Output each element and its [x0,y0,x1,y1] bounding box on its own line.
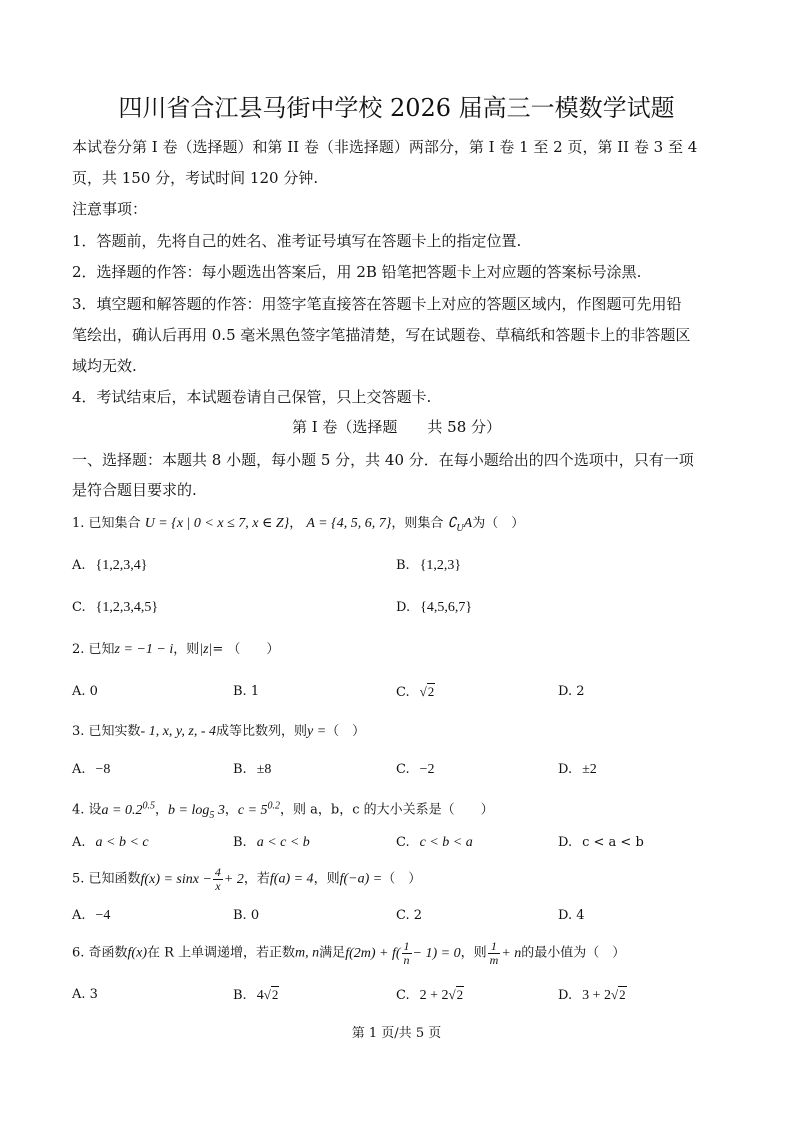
q1-prefix: 1. 已知集合 [72,516,141,531]
note-3-line-1: 3．填空题和解答题的作答：用签字笔直接答在答题卡上对应的答题区域内，作图题可先用铅 [72,295,682,313]
question-1 [72,514,524,539]
notes-heading: 注意事项： [72,200,148,218]
q1-suffix: 为（ ） [472,516,525,531]
q1-set-a: A = {4, 5, 6, 7} [306,516,392,531]
intro-line-2: 页，共 150 分，考试时间 120 分钟. [72,169,319,187]
q6-option-a: A. 3 [72,987,98,1002]
q6-option-d: D. 3 + 2√2 [558,987,626,1003]
q3-option-b: B. ±8 [233,762,272,777]
q5-option-d: D. 4 [558,908,585,923]
q2-option-d: D. 2 [558,684,585,699]
q6-equation: f(2m) + f( $\frac{1}{n}$ − 1) = 0 [345,939,461,967]
q1-option-c: C. {1,2,3,4,5} [72,600,159,615]
note-2: 2．选择题的作答：每小题选出答案后，用 2B 铅笔把答题卡上对应题的答案标号涂黑. [72,263,642,281]
q1-option-b: B. {1,2,3} [396,558,462,573]
q6-fx: f(x) [127,945,147,961]
intro-line-1: 本试卷分第 I 卷（选择题）和第 II 卷（非选择题）两部分，第 I 卷 1 至 2 页，第 II 卷 3 至 4 [72,138,698,156]
q2-z: z = −1 − i [114,642,174,657]
note-4: 4．考试结束后，本试题卷请自己保管，只上交答题卡. [72,388,432,406]
q3-option-d: D. ±2 [558,762,597,777]
question-5: 5. 已知函数f(x) = sinx − $\frac{4}{x}$ + 2，若f(a) = 4，则f(−a) =（ ） [72,865,422,893]
section-instructions-2: 是符合题目要求的. [72,481,197,499]
q5-f-neg-a: f(−a) = [339,871,383,887]
page-title: 四川省合江县马街中学校 2026 届高三一模数学试题 [118,94,675,122]
q1-option-d: D. {4,5,6,7} [396,600,473,615]
note-3-line-3: 域均无效. [72,357,137,375]
q1-set-u: U = {x | 0 < x ≤ 7, x ∈ Z} [144,516,290,531]
q4-a: $a = 0.2^{0.5}$ [101,800,155,818]
page-footer: 第 1 页/共 5 页 [351,1026,442,1041]
q2-option-c: C. √2 [396,684,435,700]
q6-option-b: B. 4√2 [233,987,279,1003]
question-6: 6. 奇函数f(x)在 R 上单调递增，若正数m, n满足f(2m) + f( $\frac{1}{n}$ − 1) = 0，则 $\frac{1}{m}$ + n的最小值为（ ） [72,939,626,967]
q5-option-b: B. 0 [233,908,260,923]
q2-abs-z: |z| [199,642,213,657]
q2-option-a: A. 0 [72,684,98,699]
q5-option-a: A. −4 [72,908,111,923]
question-3: 3. 已知实数- 1, x, y, z, - 4成等比数列，则y =（ ） [72,724,366,739]
q3-option-a: A. −8 [72,762,111,777]
q6-option-c: C. 2 + 2√2 [396,987,464,1003]
q4-option-b: B. a < c < b [233,835,310,850]
q1-complement: $∁_UA$ [447,516,473,534]
q4-c: $c = 5^{0.2}$ [237,800,281,818]
q5-option-c: C. 2 [396,908,423,923]
q4-option-c: C. c < b < a [396,835,473,850]
q3-y: y = [307,724,327,739]
q4-option-d: D. c < a < b [558,835,644,850]
q3-sequence: - 1, x, y, z, - 4 [140,724,216,739]
note-3-line-2: 笔绘出，确认后再用 0.5 毫米黑色签字笔描清楚，写在试题卷、草稿纸和答题卡上的非答题区 [72,326,691,344]
question-2: 2. 已知z = −1 − i，则|z|= （ ） [72,642,280,657]
q6-expression: $\frac{1}{m}$ + n [489,939,522,967]
q6-mn: m, n [295,945,320,961]
note-1: 1．答题前，先将自己的姓名、准考证号填写在答题卡上的指定位置. [72,232,522,250]
q1-option-a: A. {1,2,3,4} [72,558,148,573]
q1-sep: ， [289,516,303,531]
section-instructions-1: 一、选择题：本题共 8 小题，每小题 5 分，共 40 分．在每小题给出的四个选项中，只有一项 [72,451,694,469]
q4-option-a: A. a < b < c [72,835,149,850]
q1-mid: ，则集合 [391,516,444,531]
q5-fa: f(a) = 4 [269,871,314,887]
q3-option-c: C. −2 [396,762,435,777]
section-heading: 第 I 卷（选择题 共 58 分） [291,418,502,436]
question-4: 4. 设$a = 0.2^{0.5}$，$b = \log_5 3$，$c = 5^{0.2}$，则 a，b，c 的大小关系是（ ） [72,800,494,821]
q5-function: f(x) = sinx − $\frac{4}{x}$ + 2 [140,865,244,893]
q2-option-b: B. 1 [233,684,260,699]
q4-b: $b = \log_5 3$ [168,802,225,821]
